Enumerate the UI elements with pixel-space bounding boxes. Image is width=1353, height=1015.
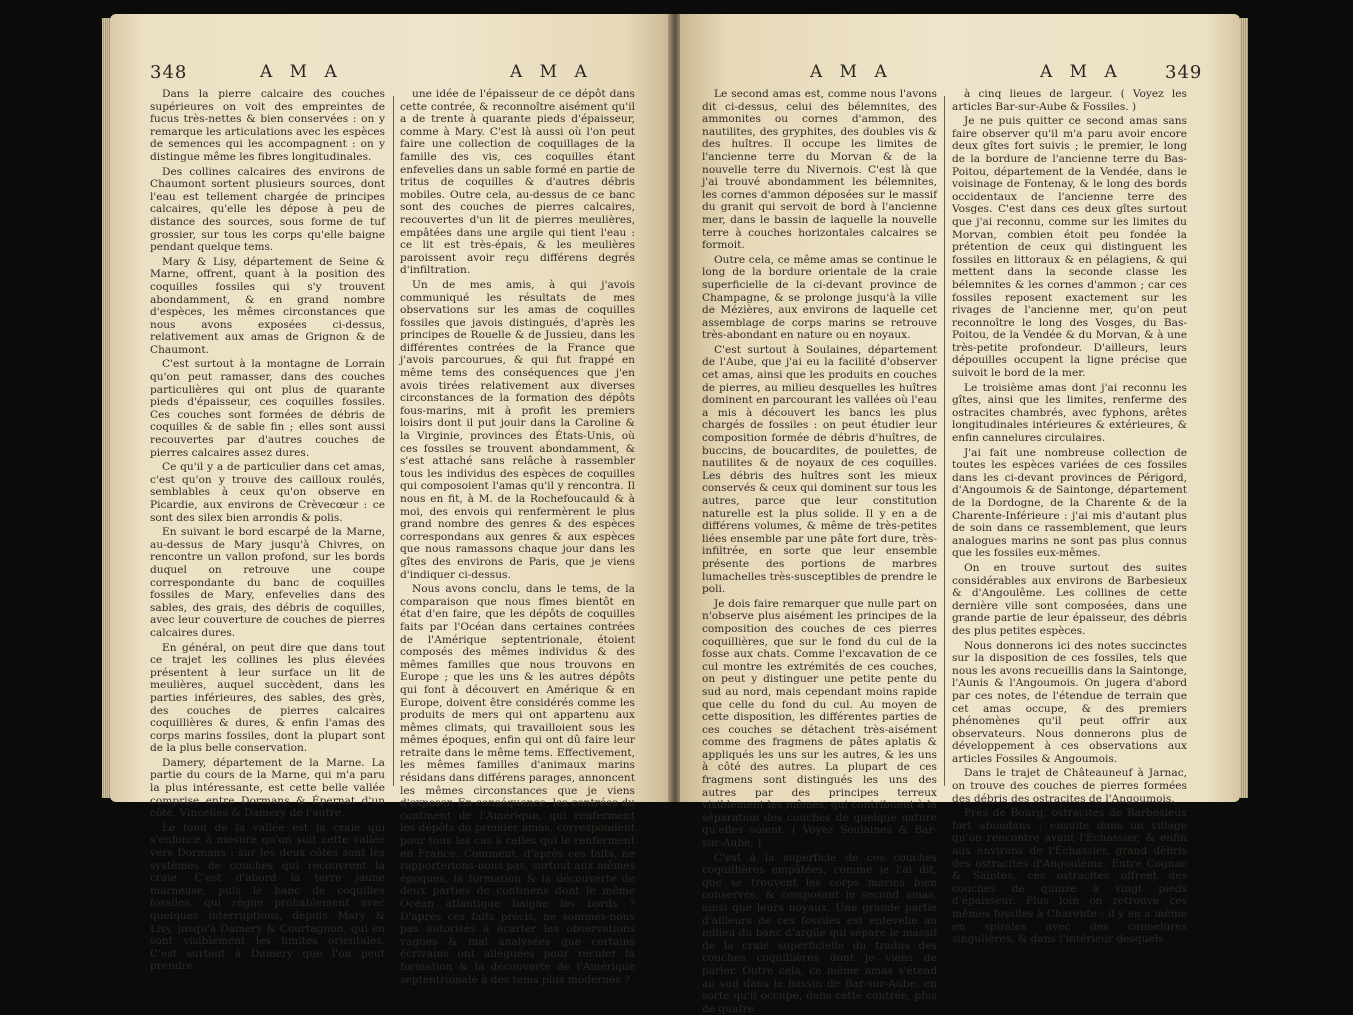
paragraph: Nous donnerons ici des notes succinctes sur la disposition de ces fossiles, tels que nous les avons recueillis dans la Saintonge, l'Aunis & l'Angoumois. On jugera d'abord par ces notes, de l'étendue de terrain que cet amas occupe, & des premiers phénomènes qu'il peut offrir aux observateurs. Nous donnerons plus de développement à ces observations aux articles Fossiles & Angoumois. — [952, 639, 1187, 765]
paragraph: Le second amas est, comme nous l'avons dit ci-dessus, celui des bélemnites, des ammonites ou cornes d'ammon, des nautilites, des gryphites, des doubles vis & des huîtres. Il occupe les limites de l'ancienne terre du Morvan & de la nouvelle terre du Nivernois. C'est là que j'ai trouvé abondamment les bélemnites, les cornes d'ammon déposées sur le massif du granit qui servoit de bord à l'ancienne mer, dans le bassin de laquelle la nouvelle terre à couches horizontales calcaires se formoit. — [702, 88, 937, 252]
paragraph: J'ai fait une nombreuse collection de toutes les espèces variées de ces fossiles dans les ci-devant provinces de Périgord, d'Angoumois & de Saintonge, département de la Dordogne, de la Charente & de la Charente-Inférieure : j'ai mis d'autant plus de soin dans ce rassemblement, que leurs analogues marins ne sont pas plus connus que les fossiles eux-mêmes. — [952, 446, 1187, 560]
paragraph: Près de Bourg, ostracites de Barbesieux fort abondans ; ensuite dans un village qu'on rencontre avant l'Échassier, & enfin aux environs de l'Échassier, grand débris des ostracites d'Angoulême. Entre Cognac & Saintes, ces ostracites offrent des couches de quinze à vingt pieds d'épaisseur. Plus loin on retrouve ces mêmes fossiles à Charente : il y en a même en spirales avec des cannelures singulières, & dans l'intérieur desquels — [952, 807, 1187, 946]
running-head: A M A — [810, 62, 893, 82]
running-head: A M A — [1040, 62, 1123, 82]
paragraph: C'est surtout à Soulaines, département de l'Aube, que j'ai eu la facilité d'observer cet amas, ainsi que les produits en couches de pierres, au milieu desquelles les huîtres dominent en parcourant les vallées où l'eau a mis à découvert les bancs les plus chargés de fossiles : on peut étudier leur composition formée de débris d'huîtres, de buccins, de boucardites, de poulettes, de nautilites & de noyaux de ces coquilles. Les débris des huîtres sont les mieux conservés & ceux qui dominent sur tous les autres, parce que leur constitution naturelle est la plus solide. Il y en a de différens volumes, & même de très-petites liées ensemble par une pâte fort dure, très-infiltrée, en sorte que leur ensemble présente des portions de marbres lumachelles très-susceptibles de prendre le poli. — [702, 343, 937, 596]
text-column — [952, 88, 1187, 946]
left-page — [110, 14, 670, 986]
paragraph: Dans la pierre calcaire des couches supérieures on voit des empreintes de fucus très-nettes & bien conservées : on y remarque les articulations avec les espèces de semences qui les accompagnent : on y distingue même les fibres longitudinales. — [150, 88, 385, 163]
page-number: 349 — [1165, 62, 1203, 83]
paragraph: Le fond de la vallée est la craie qui s'enfonce à mesure qu'on suit cette vallée vers Dormans : sur les deux côtés sont les systèmes de couches qui recouvrent la craie. C'est d'abord la terre jaune marneuse, puis le banc de coquilles fossiles, qui règne probablement avec quelques interruptions, depuis Mary & Lisy, jusqu'à Damery & Courtagnon, qui en sont visiblement les limites orientales. C'est surtout à Damery que l'on peut prendre — [150, 821, 385, 973]
paragraph: C'est à la superficie de ces couches coquillières empâtées, comme je l'ai dit, que se trouvent les corps marins bien conservés, & composant le second amas, ainsi que leurs noyaux. Une grande partie d'ailleurs de ces fossiles est enfevelie au milieu du banc d'argile qui sépare le massif de la craie superficielle du tradus des couches coquillières dont je viens de parler. Outre cela, ce même amas s'étend au sud dans le bassin de Bar-sur-Aube, en sorte qu'il occupe, dans cette contrée, plus de quatre — [702, 851, 937, 1015]
running-head: A M A — [510, 62, 593, 82]
paragraph: Mary & Lisy, département de Seine & Marne, offrent, quant à la position des coquilles fossiles qui s'y trouvent abondamment, & en grand nombre d'espèces, les mêmes circonstances que nous avons exposées ci-dessus, relativement aux amas de Grignon & de Chaumont. — [150, 255, 385, 356]
text-column — [150, 88, 385, 973]
right-page — [680, 14, 1240, 1015]
text-column — [702, 88, 937, 1015]
left-page-header — [110, 58, 670, 88]
paragraph: Un de mes amis, à qui j'avois communiqué les résultats de mes observations sur les amas de coquilles fossiles que javois distingués, d'après les principes de Rouelle & de Jussieu, dans les différentes contrées de la France que j'avois parcourues, & qui fut frappé en même tems des conséquences que j'en avois tirées relativement aux diverses circonstances de la formation des dépôts fous-marins, mit à profit les premiers loisirs dont il put jouir dans la Caroline & la Virginie, provinces des États-Unis, où ces fossiles se trouvent abondamment, & s'est attaché sans relâche à rassembler tous les individus des espèces de coquilles qui composoient l'amas qu'il y rencontra. Il nous en fit, à M. de la Rochefoucauld & à moi, des envois qui renfermèrent le plus grand nombre des genres & des espèces correspondans aux genres & aux espèces que nous ramassons chaque jour dans les gîtes des environs de Paris, que je viens d'indiquer ci-dessus. — [400, 278, 635, 581]
paragraph: à cinq lieues de largeur. ( Voyez les articles Bar-sur-Aube & Fossiles. ) — [952, 88, 1187, 113]
paragraph: En général, on peut dire que dans tout ce trajet les collines les plus élevées présentent à leur surface un lit de meulières, auquel succèdent, dans les parties inférieures, des sables, des grès, des couches de pierres calcaires coquillières & dures, & enfin l'amas des corps marins fossiles, dont la plupart sont de la plus belle conservation. — [150, 641, 385, 755]
paragraph: On en trouve surtout des suites considérables aux environs de Barbesieux & d'Angoulême. Les collines de cette dernière ville sont composées, dans une grande partie de leur épaisseur, des débris des plus petites espèces. — [952, 561, 1187, 637]
paragraph: C'est surtout à la montagne de Lorrain qu'on peut ramasser, dans des couches particulières qui ont plus de quarante pieds d'épaisseur, ces coquilles fossiles. Ces couches sont formées de débris de coquilles & de sable fin ; elles sont aussi recouvertes par d'autres couches de pierres calcaires assez dures. — [150, 358, 385, 459]
page-edges-right — [1240, 18, 1248, 798]
paragraph: Ce qu'il y a de particulier dans cet amas, c'est qu'on y trouve des cailloux roulés, semblables à ceux qu'on observe en Picardie, aux environs de Crèvecœur : ce sont des silex bien arrondis & polis. — [150, 461, 385, 524]
paragraph: Dans le trajet de Châteauneuf à Jarnac, on trouve des couches de pierres formées des débris des ostracites de l'Angoumois. — [952, 767, 1187, 805]
paragraph: En suivant le bord escarpé de la Marne, au-dessus de Mary jusqu'à Chivres, on rencontre un vallon profond, sur les bords duquel on retrouve une coupe correspondante du banc de coquilles fossiles de Mary, enfevelies dans des sables, des grais, des débris de coquilles, avec leur couverture de couches de pierres calcaires dures. — [150, 526, 385, 639]
paragraph: Outre cela, ce même amas se continue le long de la bordure orientale de la craie superficielle de la ci-devant province de Champagne, & se prolonge jusqu'à la ville de Mézières, aux environs de laquelle cet assemblage de corps marins se retrouve très-abondant en nature ou en noyaux. — [702, 253, 937, 342]
paragraph: Je ne puis quitter ce second amas sans faire observer qu'il m'a paru avoir encore deux gîtes fort suivis ; le premier, le long de la bordure de l'ancienne terre du Bas-Poitou, département de la Vendée, dans le voisinage de Fontenay, & le long des bords occidentaux de l'ancienne terre des Vosges. C'est dans ces deux gîtes surtout que j'ai reconnu, comme sur les limites du Morvan, combien étoit peu fondée la prétention de ceux qui distinguent les fossiles en littoraux & en pélagiens, & qui mettent dans la seconde classe les bélemnites & les cornes d'ammon ; car ces fossiles reposent exactement sur les rivages de l'ancienne mer, qu'on peut reconnoître le long des Vosges, du Bas-Poitou, de la Vendée & du Morvan, & à une très-petite profondeur. D'ailleurs, leurs dépouilles occupent la ligne précise que suivoit le bord de la mer. — [952, 115, 1187, 380]
paragraph: Damery, département de la Marne. La partie du cours de la Marne, qui m'a paru la plus intéressante, est cette belle vallée comprise entre Dormans & Épernat d'un côté, Vincelles & Damery de l'autre. — [150, 756, 385, 820]
page-number: 348 — [150, 62, 188, 83]
text-column — [400, 88, 635, 986]
right-page-header — [680, 58, 1240, 88]
column-rule — [944, 96, 945, 786]
paragraph: Je dois faire remarquer que nulle part on n'observe plus aisément les principes de la composition des couches de ces pierres coquillières, que sur le fond du cul de la fosse aux chats. Comme l'excavation de ce cul montre les extrémités de ces couches, on peut y distinguer une petite pente du sud au nord, mais cependant moins rapide que celle du fond du cul. Au moyen de cette disposition, les différentes parties de ces couches se détachent très-aisément comme des fragmens de pâtes aplatis & appliqués les uns sur les autres, & les uns à côté des autres. La plupart de ces fragmens sont distingués les uns des autres par des principes terreux visiblement les mêmes, qui contribuent à la séparation des couches de quelque nature qu'elles soient. ( Voyez Soulaines & Bar-sur-Aube. ) — [702, 597, 937, 850]
paragraph: une idée de l'épaisseur de ce dépôt dans cette contrée, & reconnoître aisément qu'il a de trente à quarante pieds d'épaisseur, comme à Mary. C'est là aussi où l'on peut faire une collection de coquillages de la famille des vis, ces coquilles étant enfevelies dans un sable formé en partie de tritus de coquilles & d'autres débris mobiles. Outre cela, au-dessus de ce banc sont des couches de pierres calcaires, recouvertes d'un lit de pierres meulières, empâtées dans une argile qui tient l'eau : ce lit est très-épais, & les meulières paroissent avoir reçu différens degrés d'infiltration. — [400, 88, 635, 277]
paragraph: Des collines calcaires des environs de Chaumont sortent plusieurs sources, dont l'eau est tellement chargée de principes calcaires, qu'elle les dépose à peu de distance des sources, sous forme de tuf grossier, sur tous les corps qu'elle baigne pendant quelque tems. — [150, 165, 385, 254]
paragraph: Nous avons conclu, dans le tems, de la comparaison que nous fîmes bientôt en état d'en faire, que les dépôts de coquilles faits par l'Océan dans certaines contrées de l'Amérique septentrionale, étoient composés des mêmes individus & des mêmes familles que nous trouvons en Europe ; que les uns & les autres dépôts qui font à découvert en Amérique & en Europe, doivent être considérés comme les produits de mers qui ont appartenu aux mêmes climats, qui travailloient sous les mêmes époques, enfin qui ont dû faire leur retraite dans le même tems. Effectivement, les mêmes familles d'animaux marins résidans dans différens parages, annoncent les mêmes circonstances que je viens d'exposer. En conséquence, les contrées du continent de l'Amérique, qui renferment les dépôts du premier amas, correspondent pour tous les cas à celles qui le renferment en France. Comment, d'après ces faits, ne rapporterions-nous pas, surtout aux mêmes époques, la formation & la découverte de deux parties de continens dont le même Océan atlantique baigne les bords ? D'après ces faits précis, ne sommes-nous pas autorisés à écarter les observations vagues & mal analysées que certains écrivains ont alléguées pour reculer la formation & la découverte de l'Amérique septentrionale à des tems plus modernes ? — [400, 583, 635, 986]
page-edges-left — [102, 18, 110, 798]
paragraph: Le troisième amas dont j'ai reconnu les gîtes, ainsi que les limites, renferme des ostracites chambrés, avec fyphons, arêtes longitudinales intérieures & extérieures, & enfin cannelures circulaires. — [952, 381, 1187, 445]
column-rule — [393, 96, 394, 786]
running-head: A M A — [260, 62, 343, 82]
